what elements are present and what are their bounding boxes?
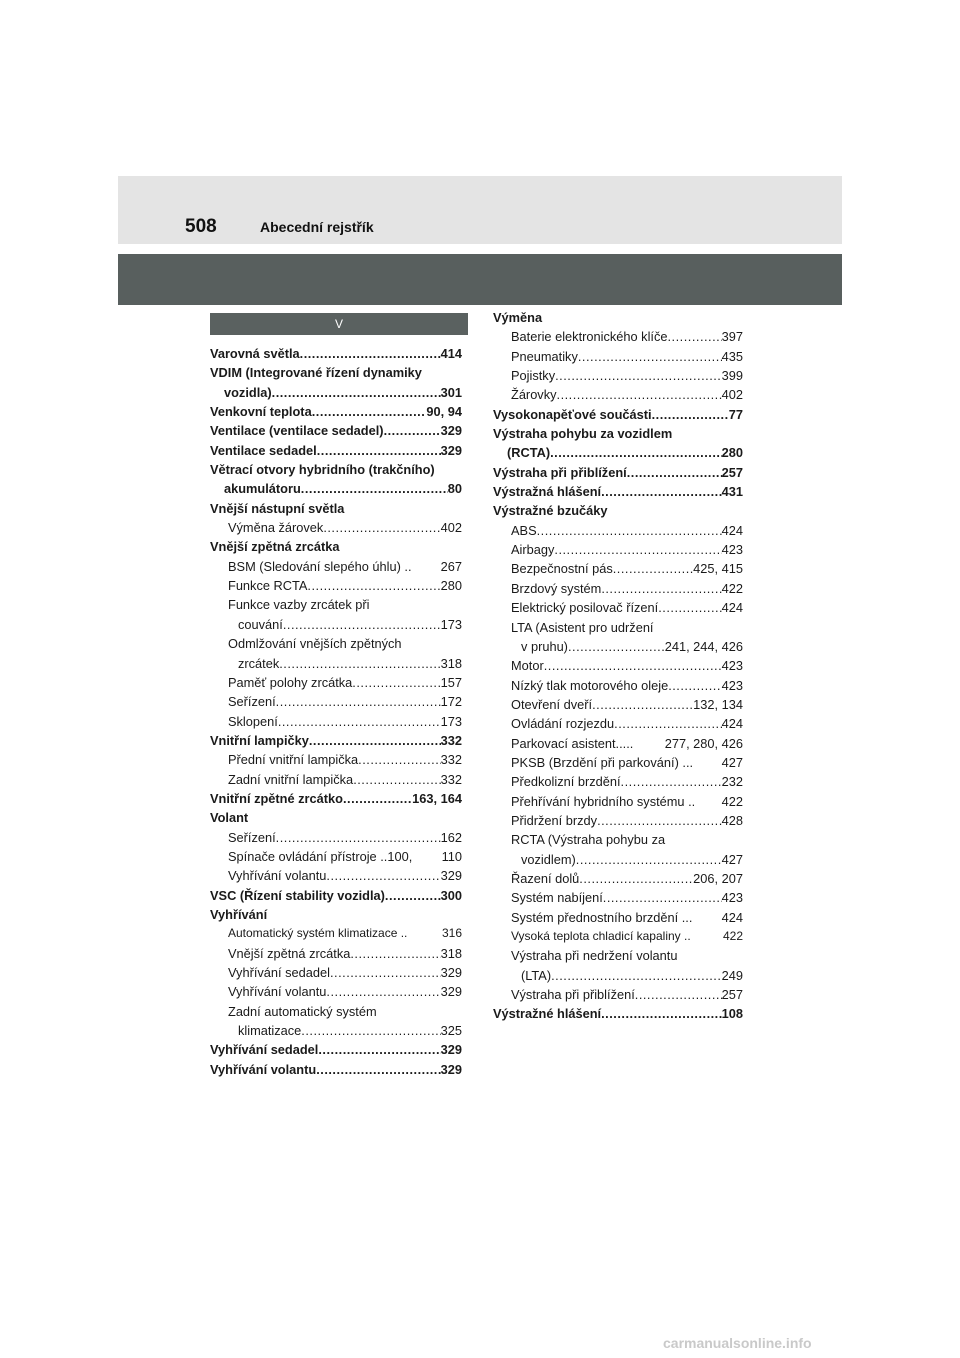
page-ref: 90, 94	[426, 404, 462, 420]
dot-leader	[278, 712, 441, 731]
index-term: Funkce vazby zrcátek při	[228, 597, 370, 613]
page-ref: 414	[440, 346, 462, 361]
index-entry	[210, 847, 462, 866]
index-entry	[493, 463, 743, 482]
index-entry	[210, 576, 462, 595]
dot-leader	[601, 579, 721, 598]
dot-leader	[350, 944, 440, 963]
page-ref: 241, 244, 426	[664, 638, 743, 654]
index-entry	[210, 750, 462, 769]
page-ref: 316	[441, 926, 462, 941]
index-term: Vyhřívání sedadel	[210, 1042, 319, 1058]
index-entry	[210, 654, 462, 673]
index-term: Výstraha pohybu za vozidlem	[493, 426, 673, 442]
index-entry	[210, 944, 462, 963]
index-entry	[493, 482, 743, 501]
dot-leader	[627, 463, 722, 482]
index-entry	[210, 982, 462, 1001]
index-term: couvání	[238, 616, 283, 632]
page-ref: 332	[440, 752, 462, 768]
page-ref: 329	[440, 984, 462, 1000]
page-ref: 428	[721, 812, 743, 828]
page-ref: 108	[721, 1006, 743, 1022]
index-entry	[493, 695, 743, 714]
index-entry	[210, 692, 462, 711]
section-letter: V	[210, 313, 468, 335]
index-entry	[210, 673, 462, 692]
page-ref: 435	[721, 348, 743, 364]
index-entry	[493, 946, 743, 965]
index-term: Spínače ovládání přístroje ..100,	[228, 848, 413, 864]
index-term: VSC (Řízení stability vozidla)	[210, 887, 385, 903]
index-entry	[493, 753, 743, 772]
page-ref: 423	[721, 677, 743, 693]
index-term: Ventilace (ventilace sedadel)	[210, 423, 384, 439]
index-term: BSM (Sledování slepého úhlu) ..	[228, 558, 412, 574]
index-term: ABS	[511, 522, 537, 538]
dot-leader	[318, 1040, 440, 1059]
index-entry	[210, 518, 462, 537]
header-band	[118, 176, 842, 244]
index-term: Výstražné bzučáky	[493, 503, 608, 519]
index-term: zrcátek	[238, 655, 280, 671]
page-ref: 206, 207	[693, 870, 743, 886]
index-term: Přehřívání hybridního systému ..	[511, 793, 696, 809]
page-ref: 427	[721, 754, 743, 770]
index-entry	[493, 637, 743, 656]
index-term: Brzdový systém	[511, 580, 602, 596]
index-entry	[210, 402, 462, 421]
index-entry	[493, 598, 743, 617]
index-entry	[210, 383, 462, 402]
index-entry	[210, 595, 462, 614]
dot-leader	[597, 811, 722, 830]
dot-leader	[652, 405, 729, 424]
index-term: Vnější zpětná zrcátka	[210, 539, 340, 555]
index-entry	[493, 811, 743, 830]
index-entry	[493, 927, 743, 946]
page-ref: 172	[440, 694, 462, 710]
index-term: Motor	[511, 658, 544, 674]
page-ref: 422	[721, 793, 743, 809]
index-entry	[493, 714, 743, 733]
page-ref: 232	[721, 774, 743, 790]
page-ref: 329	[440, 442, 462, 458]
index-entry	[210, 731, 462, 750]
page-ref: 329	[440, 1042, 462, 1058]
dot-leader	[316, 1060, 440, 1079]
index-entry	[493, 908, 743, 927]
index-term: Ovládání rozjezdu	[511, 716, 615, 732]
index-term: v pruhu)	[521, 638, 568, 654]
dot-leader	[307, 576, 440, 595]
index-term: Venkovní teplota	[210, 404, 312, 420]
page-ref: 329	[440, 868, 462, 884]
index-entry	[210, 770, 462, 789]
index-term: vozidlem)	[521, 851, 576, 867]
dot-leader	[568, 637, 665, 656]
page-ref: 431	[721, 484, 743, 500]
dot-leader	[544, 656, 722, 675]
index-entry	[493, 385, 743, 404]
dot-leader	[578, 347, 722, 366]
dot-leader	[621, 772, 722, 791]
index-term: Zadní automatický systém	[228, 1003, 377, 1019]
page-ref: 280	[721, 445, 743, 461]
page-ref: 318	[440, 655, 462, 671]
page-ref: 424	[721, 909, 743, 925]
index-entry	[210, 963, 462, 982]
dot-leader	[309, 731, 441, 750]
dot-leader	[312, 402, 427, 421]
index-entry	[210, 634, 462, 653]
index-entry	[210, 1040, 462, 1059]
index-entry	[493, 1004, 743, 1023]
page-ref: 300	[440, 887, 462, 903]
index-entry	[210, 905, 462, 924]
index-term: Pneumatiky	[511, 348, 578, 364]
index-entry	[493, 830, 743, 849]
page-ref: 329	[440, 965, 462, 980]
index-entry	[493, 734, 743, 753]
index-term: (RCTA)	[507, 445, 551, 461]
index-term: VDIM (Integrované řízení dynamiky	[210, 365, 422, 381]
index-entry	[210, 344, 462, 363]
page-ref: 425, 415	[693, 561, 743, 577]
page-ref: 399	[721, 368, 743, 384]
dot-leader	[592, 695, 693, 714]
page-ref: 77	[728, 406, 743, 422]
index-entry	[210, 441, 462, 460]
index-entry	[493, 676, 743, 695]
index-term: Vyhřívání volantu	[228, 984, 327, 1000]
index-term: Otevření dveří	[511, 696, 593, 712]
index-term: Výstražná hlášení	[493, 484, 602, 500]
index-term: Řazení dolů	[511, 870, 580, 886]
page-number: 508	[185, 216, 217, 237]
index-term: Sklopení	[228, 713, 278, 729]
page-ref: 280	[440, 578, 462, 594]
page-ref: 332	[440, 732, 462, 748]
dot-leader	[272, 383, 441, 402]
dot-leader	[385, 886, 441, 905]
dot-leader	[614, 714, 721, 733]
page-ref: 257	[721, 987, 743, 1003]
page-ref: 329	[440, 1061, 462, 1077]
page-ref: 110	[441, 848, 462, 864]
index-term: Ventilace sedadel	[210, 442, 317, 458]
index-term: Volant	[210, 810, 249, 826]
dot-leader	[326, 866, 440, 885]
index-entry	[493, 443, 743, 462]
index-term: Funkce RCTA	[228, 578, 308, 594]
page-ref: 162	[440, 829, 462, 845]
index-entry	[210, 1021, 462, 1040]
dot-leader	[658, 598, 721, 617]
page-ref: 301	[440, 384, 462, 400]
dot-leader	[353, 770, 440, 789]
index-term: Odmlžování vnějších zpětných	[228, 636, 402, 652]
index-term: (LTA)	[521, 967, 552, 983]
page-ref: 402	[721, 387, 743, 403]
index-entry	[210, 421, 462, 440]
index-term: Varovná světla	[210, 346, 300, 361]
index-entry	[210, 866, 462, 885]
dot-leader	[301, 1021, 440, 1040]
index-term: Výstraha při nedržení volantu	[511, 948, 678, 964]
index-term: Baterie elektronického klíče	[511, 329, 668, 345]
page-ref: 422	[721, 580, 743, 596]
index-term: Vyhřívání sedadel	[228, 965, 330, 980]
index-term: Elektrický posilovač řízení	[511, 600, 659, 616]
dot-leader	[276, 828, 441, 847]
index-entry	[210, 712, 462, 731]
dot-leader	[276, 692, 441, 711]
page-ref: 402	[440, 520, 462, 536]
page-ref: 423	[721, 542, 743, 558]
page-ref: 332	[440, 771, 462, 787]
index-term: Parkovací asistent.....	[511, 735, 634, 751]
page-ref: 424	[721, 522, 743, 538]
index-entry	[493, 656, 743, 675]
page-ref: 424	[721, 600, 743, 616]
index-entry	[493, 521, 743, 540]
page-ref: 277, 280, 426	[664, 735, 743, 751]
index-entry	[493, 792, 743, 811]
index-term: Výměna žárovek	[228, 520, 324, 536]
index-term: Žárovky	[511, 387, 557, 403]
index-entry	[210, 924, 462, 943]
page-ref: 173	[440, 616, 462, 632]
index-entry	[210, 499, 462, 518]
index-entry	[493, 559, 743, 578]
dot-leader	[384, 421, 441, 440]
index-entry	[493, 869, 743, 888]
index-term: Výstraha při přiblížení	[493, 464, 627, 480]
section-banner	[118, 254, 842, 305]
index-entry	[493, 579, 743, 598]
index-term: Vysoká teplota chladicí kapaliny ..	[511, 929, 691, 943]
page-ref: 132, 134	[693, 696, 743, 712]
index-term: Přední vnitřní lampička	[228, 752, 359, 768]
dot-leader	[301, 479, 448, 498]
page-ref: 423	[721, 658, 743, 674]
page-ref: 325	[440, 1023, 462, 1039]
dot-leader	[613, 559, 693, 578]
dot-leader	[550, 443, 722, 462]
index-entry	[493, 501, 743, 520]
page-ref: 397	[721, 329, 743, 345]
index-term: akumulátoru	[224, 481, 301, 497]
index-term: Výstraha při přiblížení	[511, 987, 635, 1003]
page-ref: 163, 164	[412, 790, 462, 806]
index-term: Bezpečnostní pás	[511, 561, 613, 577]
index-term: Přidržení brzdy	[511, 812, 598, 828]
page-ref: 267	[440, 558, 462, 574]
index-entry	[493, 772, 743, 791]
index-term: Systém přednostního brzdění ...	[511, 909, 693, 925]
page-ref: 422	[722, 929, 743, 943]
index-term: PKSB (Brzdění při parkování) ...	[511, 754, 694, 770]
index-entry	[210, 537, 462, 556]
index-entry	[210, 808, 462, 827]
index-term: Zadní vnitřní lampička	[228, 771, 354, 787]
index-term: Automatický systém klimatizace ..	[228, 926, 408, 941]
page-ref: 318	[440, 945, 462, 961]
dot-leader	[343, 789, 412, 808]
index-entry	[210, 615, 462, 634]
index-term: RCTA (Výstraha pohybu za	[511, 832, 666, 848]
dot-leader	[635, 985, 722, 1004]
dot-leader	[554, 540, 721, 559]
dot-leader	[576, 850, 722, 869]
index-term: Systém nabíjení	[511, 890, 603, 906]
dot-leader	[358, 750, 440, 769]
index-term: Vnitřní lampičky	[210, 732, 309, 748]
index-term: Nízký tlak motorového oleje	[511, 677, 669, 693]
index-entry	[210, 1060, 462, 1079]
index-term: Pojistky	[511, 368, 556, 384]
index-term: Vnější zpětná zrcátka	[228, 945, 351, 961]
page-title: Abecední rejstřík	[260, 219, 374, 235]
index-term: Vyhřívání	[210, 906, 268, 922]
dot-leader	[330, 963, 441, 982]
index-entry	[210, 460, 462, 479]
index-column-right	[493, 308, 743, 1024]
index-term: Větrací otvory hybridního (trakčního)	[210, 462, 435, 478]
index-entry	[493, 308, 743, 327]
dot-leader	[326, 982, 440, 1001]
page-ref: 80	[447, 481, 462, 497]
index-term: Vnější nástupní světla	[210, 500, 345, 516]
index-entry	[493, 850, 743, 869]
index-entry	[210, 557, 462, 576]
index-term: Vnitřní zpětné zrcátko	[210, 790, 343, 806]
index-term: Seřízení	[228, 829, 276, 845]
page-ref: 157	[440, 674, 462, 690]
index-term: klimatizace	[238, 1023, 302, 1039]
dot-leader	[283, 615, 441, 634]
dot-leader	[668, 327, 722, 346]
index-entry	[493, 327, 743, 346]
dot-leader	[352, 673, 440, 692]
page-ref: 249	[721, 967, 743, 983]
index-entry	[493, 888, 743, 907]
index-term: Vyhřívání volantu	[228, 868, 327, 884]
index-term: Předkolizní brzdění	[511, 774, 621, 790]
page-ref: 329	[440, 423, 462, 439]
index-entry	[210, 1002, 462, 1021]
dot-leader	[668, 676, 721, 695]
index-entry	[493, 347, 743, 366]
index-term: Paměť polohy zrcátka	[228, 674, 353, 690]
watermark: carmanualsonline.info	[663, 1335, 812, 1351]
index-entry	[210, 363, 462, 382]
index-entry	[493, 966, 743, 985]
index-term: Seřízení	[228, 694, 276, 710]
dot-leader	[551, 966, 722, 985]
index-entry	[493, 405, 743, 424]
dot-leader	[279, 654, 440, 673]
dot-leader	[557, 385, 722, 404]
index-term: LTA (Asistent pro udržení	[511, 619, 654, 635]
page-ref: 427	[721, 851, 743, 867]
page-ref: 257	[721, 464, 743, 480]
dot-leader	[317, 441, 441, 460]
dot-leader	[603, 888, 722, 907]
index-term: Výměna	[493, 310, 543, 325]
index-entry	[493, 985, 743, 1004]
index-term: Airbagy	[511, 542, 555, 558]
dot-leader	[555, 366, 722, 385]
index-term: Výstražné hlášení	[493, 1006, 602, 1022]
index-column-left	[210, 344, 462, 1079]
dot-leader	[579, 869, 693, 888]
dot-leader	[323, 518, 440, 537]
page-ref: 423	[721, 890, 743, 906]
index-term: Vysokonapěťové součásti	[493, 406, 652, 422]
index-entry	[493, 618, 743, 637]
dot-leader	[300, 344, 441, 363]
dot-leader	[601, 482, 722, 501]
index-term: vozidla)	[224, 384, 272, 400]
index-term: Vyhřívání volantu	[210, 1061, 317, 1077]
dot-leader	[537, 521, 722, 540]
index-entry	[210, 828, 462, 847]
index-entry	[493, 366, 743, 385]
dot-leader	[601, 1004, 722, 1023]
index-entry	[210, 886, 462, 905]
index-entry	[493, 424, 743, 443]
index-entry	[210, 789, 462, 808]
index-entry	[493, 540, 743, 559]
index-entry	[210, 479, 462, 498]
page-ref: 173	[440, 713, 462, 729]
page-ref: 424	[721, 716, 743, 732]
